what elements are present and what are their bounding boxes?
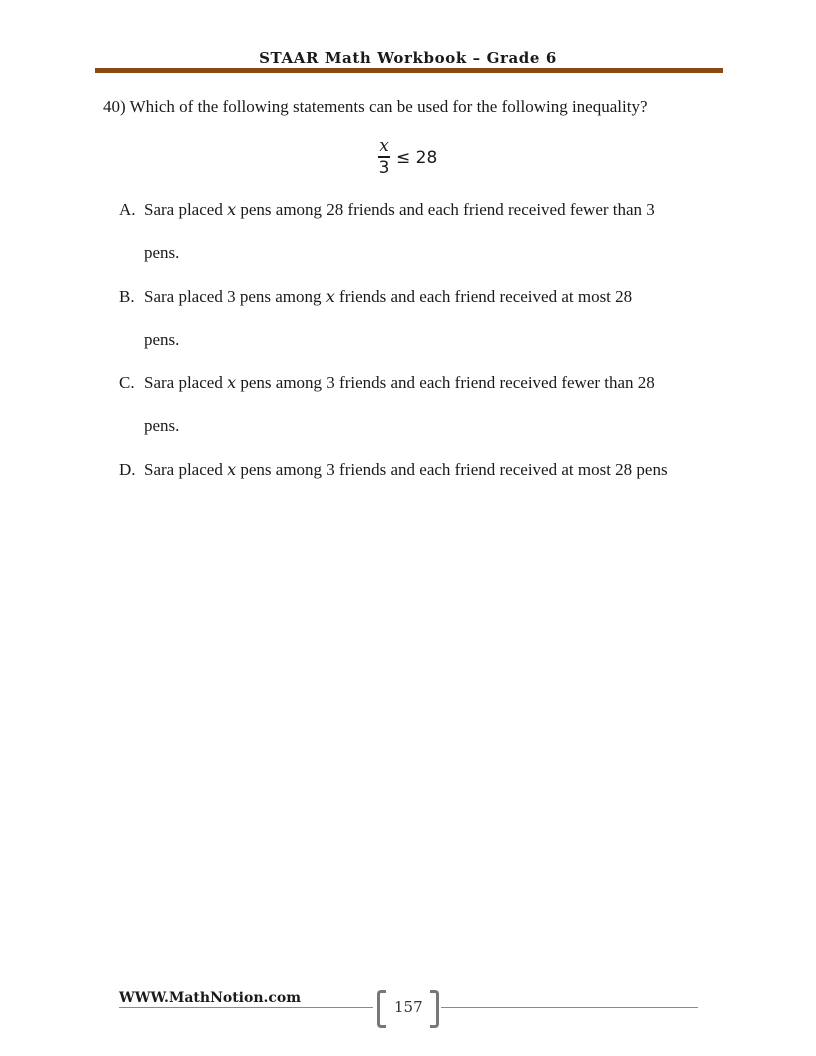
footer-rule-right bbox=[441, 1007, 698, 1008]
footer-rule-left bbox=[119, 1007, 373, 1008]
option-text bbox=[144, 373, 655, 393]
option-text-continued: pens. bbox=[144, 243, 180, 262]
option-letter: A. bbox=[119, 200, 136, 219]
option-letter: B. bbox=[119, 287, 135, 306]
option-text bbox=[144, 460, 668, 480]
option-text-post: pens among 3 friends and each friend received at most 28 pens bbox=[236, 460, 668, 479]
header-rule bbox=[95, 68, 723, 73]
option-text bbox=[144, 200, 655, 220]
page-number-bracket-right bbox=[430, 990, 439, 1028]
inequality-relation: ≤ 28 bbox=[396, 147, 438, 168]
inequality-formula bbox=[378, 136, 437, 178]
page-number-bracket-left bbox=[377, 990, 386, 1028]
option-text-continued: pens. bbox=[144, 330, 180, 349]
option-text-pre: Sara placed bbox=[144, 200, 228, 219]
page-number: 157 bbox=[394, 998, 423, 1016]
option-letter: C. bbox=[119, 373, 135, 392]
question-text: 40) Which of the following statements can be used for the following inequality? bbox=[103, 97, 648, 116]
option-text-pre: Sara placed bbox=[144, 373, 228, 392]
fraction-numerator: x bbox=[379, 136, 389, 156]
option-variable: x bbox=[325, 287, 335, 306]
option-text-continued: pens. bbox=[144, 416, 180, 435]
footer-site: WWW.MathNotion.com bbox=[119, 990, 302, 1006]
option-text-pre: Sara placed bbox=[144, 460, 228, 479]
option-letter: D. bbox=[119, 460, 136, 479]
option-text-post: friends and each friend received at most 28 bbox=[334, 287, 633, 306]
option-text-post: pens among 3 friends and each friend received fewer than 28 bbox=[236, 373, 655, 392]
fraction bbox=[378, 136, 390, 178]
option-text-pre: Sara placed 3 pens among bbox=[144, 287, 326, 306]
option-text bbox=[144, 287, 632, 307]
option-variable: x bbox=[227, 200, 237, 219]
fraction-denominator: 3 bbox=[378, 157, 390, 178]
option-text-post: pens among 28 friends and each friend received fewer than 3 bbox=[236, 200, 655, 219]
option-variable: x bbox=[227, 373, 237, 392]
option-variable: x bbox=[227, 460, 237, 479]
header-title: STAAR Math Workbook – Grade 6 bbox=[259, 49, 557, 67]
